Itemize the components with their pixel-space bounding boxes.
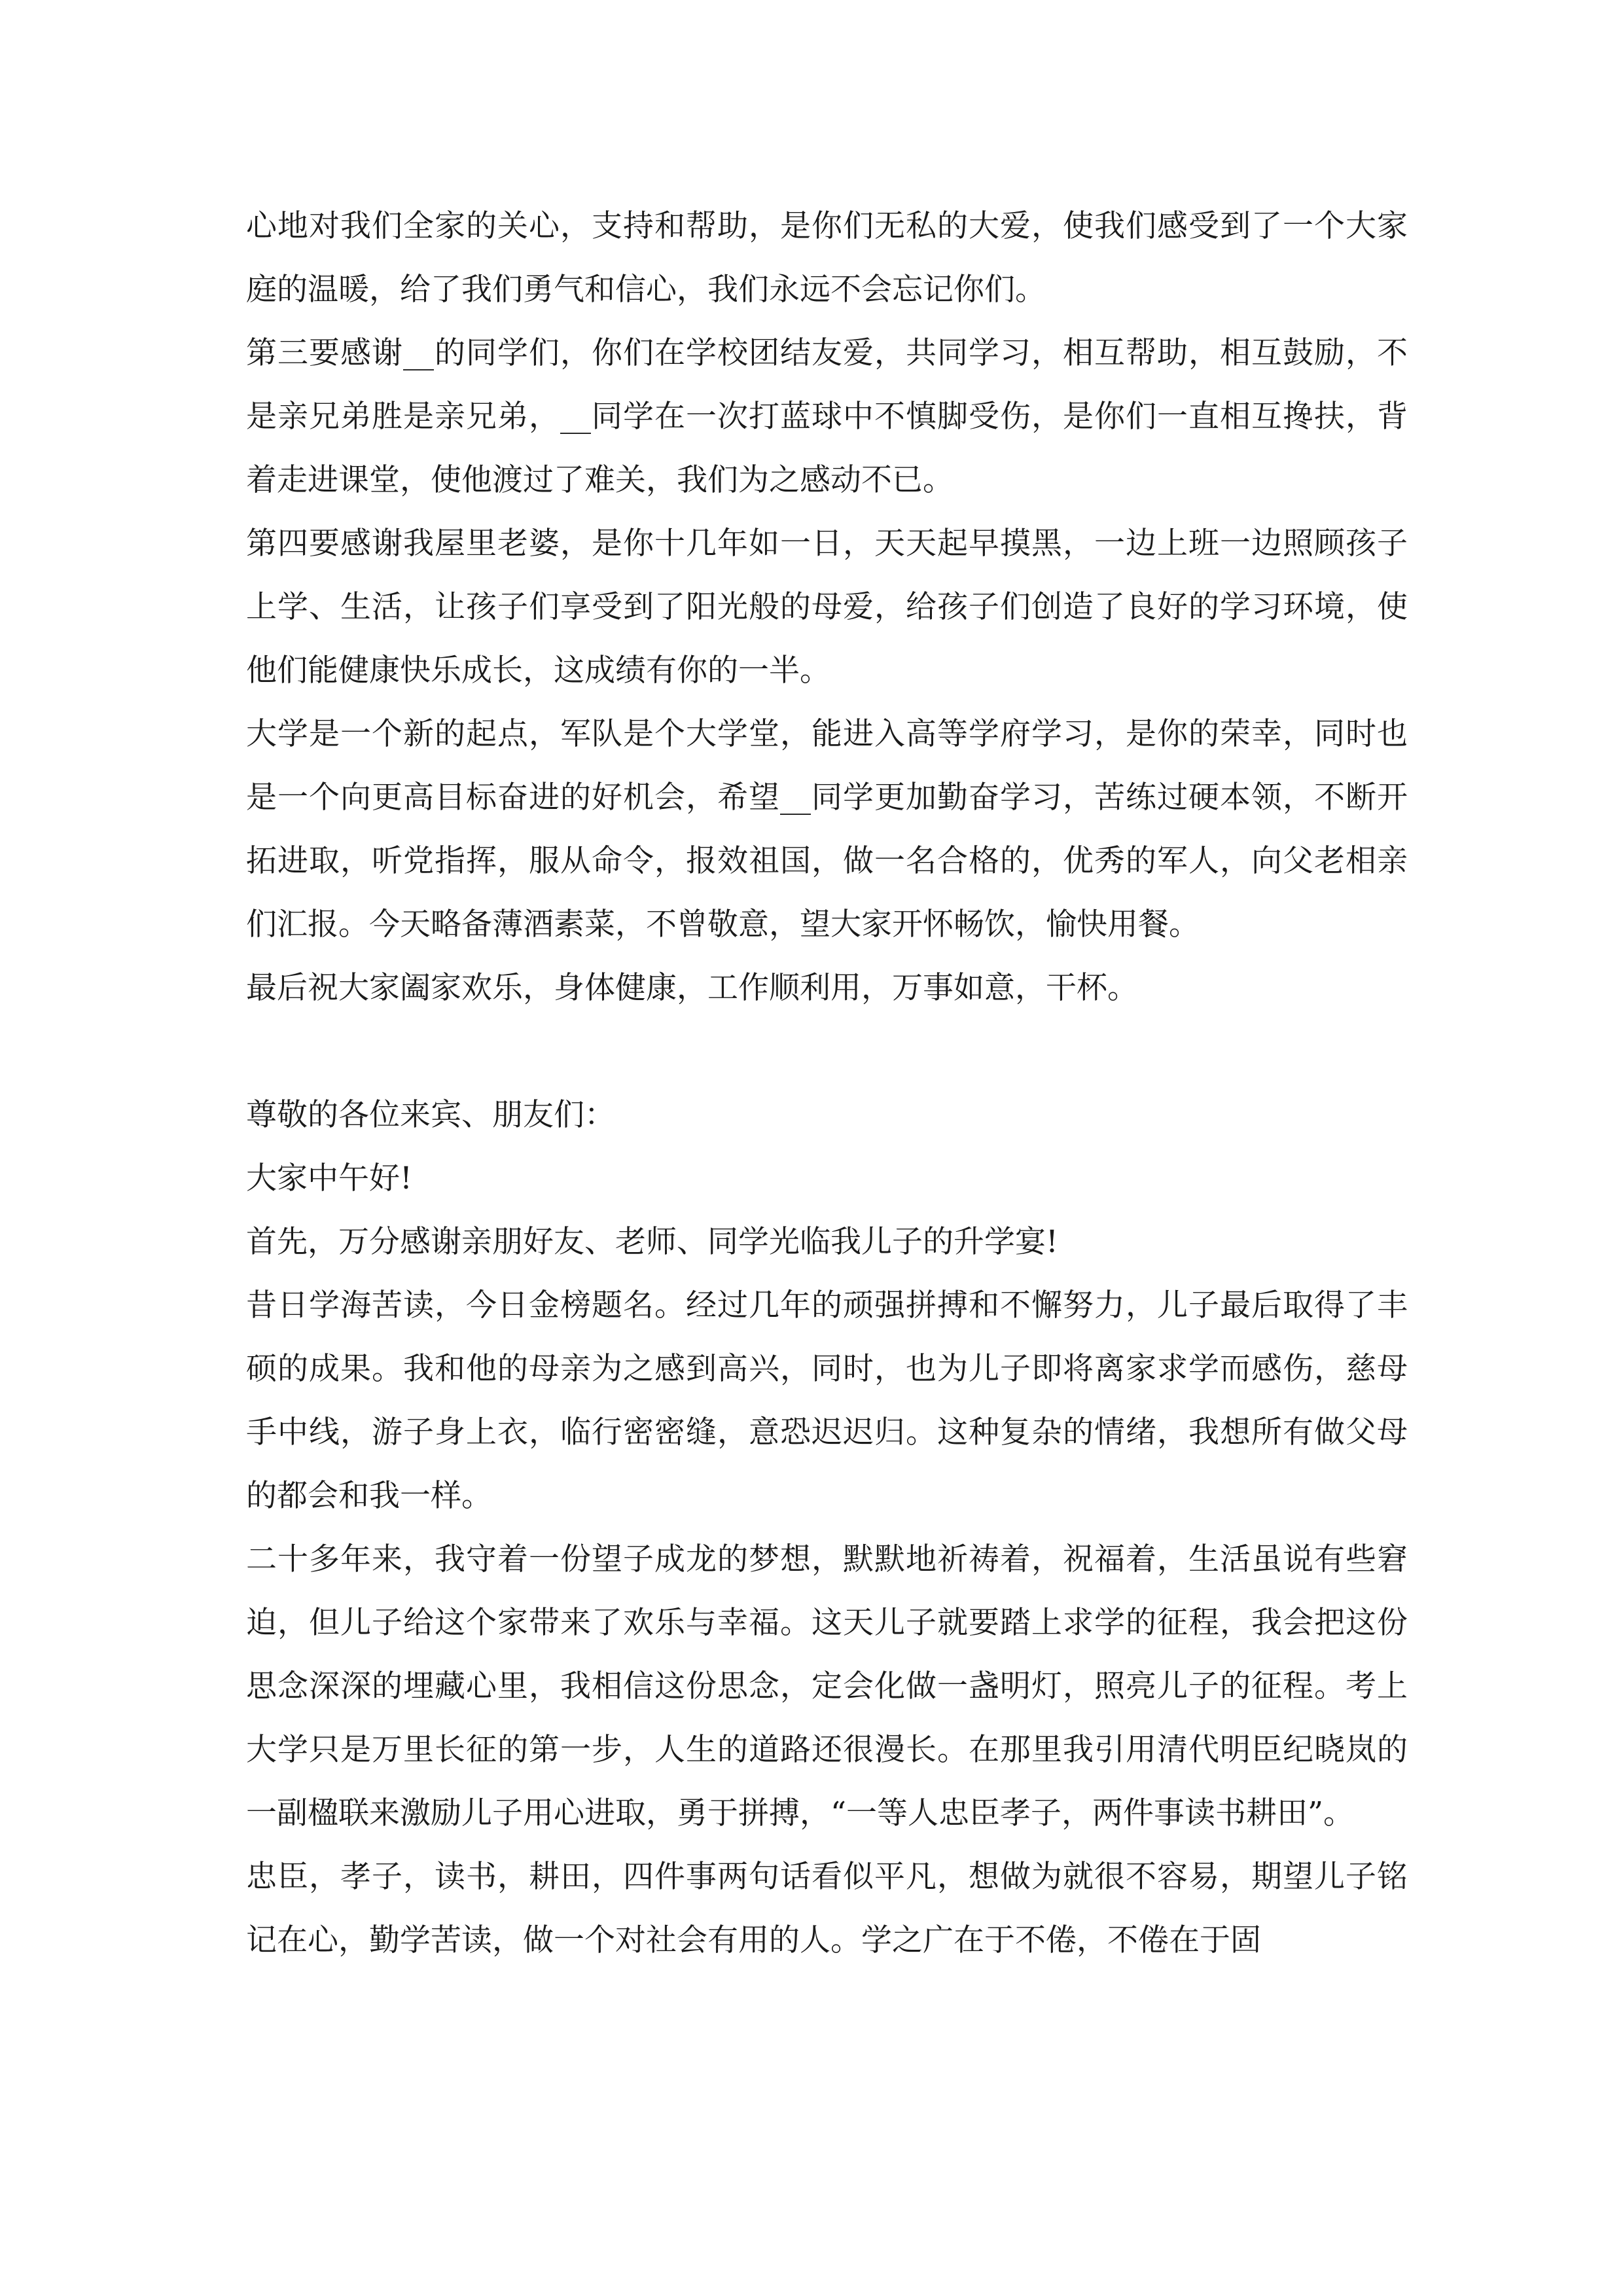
paragraph: 大学是一个新的起点，军队是个大学堂，能进入高等学府学习，是你的荣幸，同时也是一个向更高目标奋进的好机会，希望__同学更加勤奋学习，苦练过硬本领，不断开拓进取，听党指挥，服从命令，报效祖国，做一名合格的，优秀的军人，向父老相亲们汇报。今天略备薄酒素菜，不曾敬意，望大家开怀畅饮，愉快用餐。 (246, 716, 1408, 942)
section-divider (246, 1020, 1408, 1083)
salutation: 尊敬的各位来宾、朋友们： (246, 1097, 615, 1133)
paragraph: 心地对我们全家的关心，支持和帮助，是你们无私的大爱，使我们感受到了一个大家庭的温暖，给了我们勇气和信心，我们永远不会忘记你们。 (246, 208, 1408, 308)
paragraph: 最后祝大家阖家欢乐，身体健康，工作顺利用，万事如意，干杯。 (246, 970, 1138, 1006)
paragraph: 忠臣，孝子，读书，耕田，四件事两句话看似平凡，想做为就很不容易，期望儿子铭记在心，勤学苦读，做一个对社会有用的人。学之广在于不倦，不倦在于固 (246, 1859, 1408, 1958)
paragraph: 二十多年来，我守着一份望子成龙的梦想，默默地祈祷着，祝福着，生活虽说有些窘迫，但儿子给这个家带来了欢乐与幸福。这天儿子就要踏上求学的征程，我会把这份思念深深的埋藏心里，我相信这份思念，定会化做一盏明灯，照亮儿子的征程。考上大学只是万里长征的第一步，人生的道路还很漫长。在那里我引用清代明臣纪晓岚的一副楹联来激励儿子用心进取，勇于拼搏，“一等人忠臣孝子，两件事读书耕田”。 (246, 1541, 1408, 1831)
paragraph: 第三要感谢__的同学们，你们在学校团结友爱，共同学习，相互帮助，相互鼓励，不是亲兄弟胜是亲兄弟，__同学在一次打蓝球中不慎脚受伤，是你们一直相互搀扶，背着走进课堂，使他渡过了难关，我们为之感动不已。 (246, 335, 1408, 498)
speech-section-thanks (246, 194, 1408, 1020)
greeting: 大家中午好! (246, 1160, 412, 1196)
speech-section-parent (246, 1083, 1408, 1972)
paragraph: 第四要感谢我屋里老婆，是你十几年如一日，天天起早摸黑，一边上班一边照顾孩子上学、生活，让孩子们享受到了阳光般的母爱，给孩子们创造了良好的学习环境，使他们能健康快乐成长，这成绩有你的一半。 (246, 526, 1408, 689)
paragraph: 首先，万分感谢亲朋好友、老师、同学光临我儿子的升学宴! (246, 1224, 1058, 1260)
document-body (246, 194, 1408, 1972)
paragraph: 昔日学海苦读，今日金榜题名。经过几年的顽强拼搏和不懈努力，儿子最后取得了丰硕的成果。我和他的母亲为之感到高兴，同时，也为儿子即将离家求学而感伤，慈母手中线，游子身上衣，临行密密缝，意恐迟迟归。这种复杂的情绪，我想所有做父母的都会和我一样。 (246, 1287, 1408, 1514)
